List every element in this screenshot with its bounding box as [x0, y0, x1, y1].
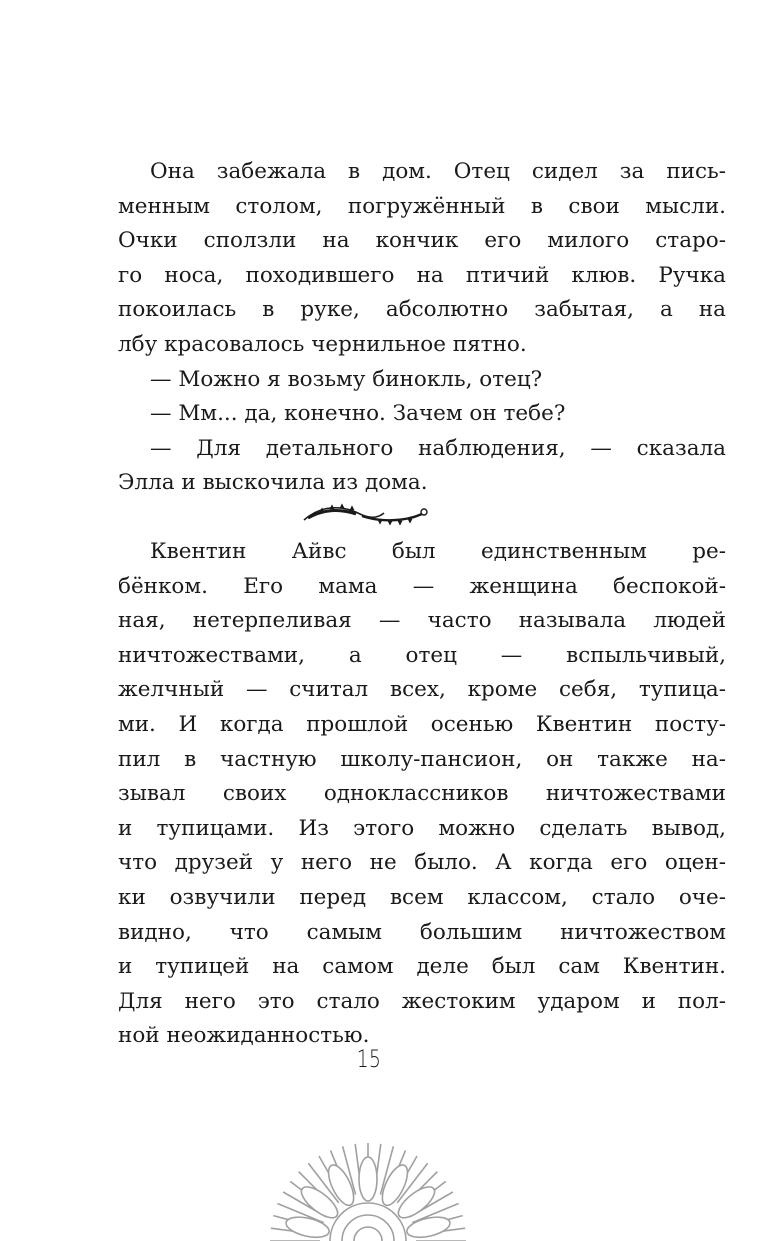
text-line: покоилась в руке, абсолютно забытая, а на — [118, 297, 726, 323]
text-line: Она забежала в дом. Отец сидел за пись- — [150, 159, 726, 184]
text-line: Квентин Айвс был единственным ре- — [150, 539, 726, 564]
text-line: и тупицами. Из этого можно сделать вывод, — [118, 815, 726, 841]
rosette-arc — [330, 1203, 406, 1241]
text-line: что друзей у него не было. А когда его оцен- — [118, 850, 726, 876]
text-line: ми. И когда прошлой осенью Квентин посту- — [118, 711, 726, 737]
text-line: ная, нетерпеливая — часто называла людей — [118, 608, 726, 634]
dialogue-line: — Для детального наблюдения, — сказала — [150, 435, 726, 461]
text-line: пил в частную школу-пансион, он также на- — [118, 746, 726, 772]
rosette-arc — [342, 1215, 394, 1241]
scroll-divider-ornament-icon — [300, 496, 430, 528]
dialogue-line: — Можно я возьму бинокль, отец? — [150, 366, 543, 392]
text-line: ки озвучили перед всем классом, стало оче- — [118, 884, 726, 910]
text-line: бёнком. Его мама — женщина беспокой- — [118, 573, 726, 599]
rosette-petal — [284, 1214, 331, 1241]
text-line: Для него это стало жестоким ударом и пол- — [118, 988, 726, 1014]
rosette-petal — [405, 1214, 452, 1241]
text-line: лбу красовалось чернильное пятно. — [118, 331, 527, 357]
rosette-ornament-icon — [268, 1130, 468, 1241]
text-line: ной неожиданностью. — [118, 1023, 370, 1049]
rosette-arc — [354, 1227, 382, 1241]
dialogue-line: — Мм... да, конечно. Зачем он тебе? — [150, 401, 566, 427]
text-line: зывал своих одноклассников ничтожествами — [118, 781, 726, 807]
paragraph-2 — [118, 535, 726, 1054]
text-line: ничтожествами, а отец — вспыльчивый, — [118, 642, 726, 668]
page-number: 15 — [356, 1045, 382, 1073]
paragraph-1 — [118, 155, 726, 501]
text-line: видно, что самым большим ничтожеством — [118, 919, 726, 945]
text-line: Элла и выскочила из дома. — [118, 470, 428, 496]
rosette-petal — [359, 1157, 377, 1201]
text-line: Очки сползли на кончик его милого старо- — [118, 228, 726, 254]
text-line: менным столом, погружённый в свои мысли. — [118, 193, 726, 219]
text-line: и тупицей на самом деле был сам Квентин. — [118, 954, 726, 980]
text-line: желчный — считал всех, кроме себя, тупица- — [118, 677, 726, 703]
text-line: го носа, походившего на птичий клюв. Ручка — [118, 262, 726, 288]
